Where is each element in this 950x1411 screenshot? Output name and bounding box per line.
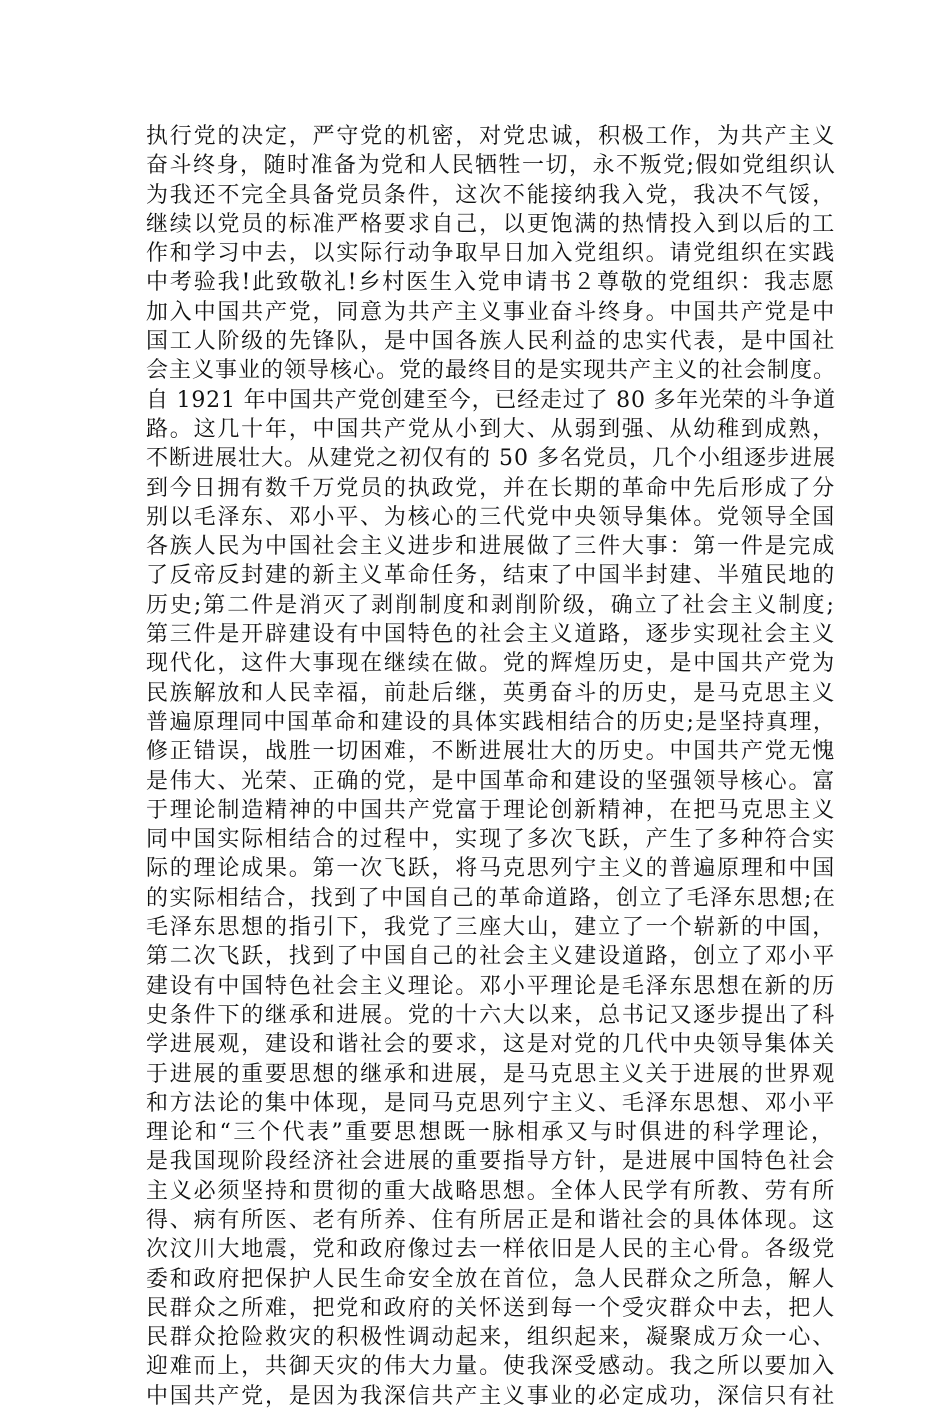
text-line: 了反帝反封建的新主义革命任务，结束了中国半封建、半殖民地的 — [146, 563, 837, 589]
text-line: 路。这几十年，中国共产党从小到大、从弱到强、从幼稚到成熟， — [146, 416, 837, 442]
text-line: 第二次飞跃，找到了中国自己的社会主义建设道路，创立了邓小平 — [146, 944, 837, 970]
text-line: 不断进展壮大。从建党之初仅有的 50 多名党员，几个小组逐步进展 — [146, 446, 836, 472]
text-line: 是我国现阶段经济社会进展的重要指导方针，是进展中国特色社会 — [146, 1149, 837, 1175]
body-text — [146, 122, 836, 1411]
text-line: 作和学习中去，以实际行动争取早日加入党组织。请党组织在实践 — [146, 241, 837, 267]
text-line: 第三件是开辟建设有中国特色的社会主义道路，逐步实现社会主义 — [146, 622, 837, 648]
text-line: 同中国实际相结合的过程中，实现了多次飞跃，产生了多种符合实 — [146, 827, 837, 853]
text-line: 各族人民为中国社会主义进步和进展做了三件大事：第一件是完成 — [146, 534, 837, 560]
text-line: 现代化，这件大事现在继续在做。党的辉煌历史，是中国共产党为 — [146, 651, 837, 677]
text-line: 执行党的决定，严守党的机密，对党忠诚，积极工作，为共产主义 — [146, 124, 837, 149]
text-line: 民群众抢险救灾的积极性调动起来，组织起来，凝聚成万众一心、 — [146, 1325, 837, 1351]
text-line: 的实际相结合，找到了中国自己的革命道路，创立了毛泽东思想;在 — [146, 885, 837, 911]
text-line: 奋斗终身，随时准备为党和人民牺牲一切，永不叛党;假如党组织认 — [146, 153, 837, 179]
text-line: 建设有中国特色社会主义理论。邓小平理论是毛泽东思想在新的历 — [146, 973, 837, 999]
text-line: 民群众之所难，把党和政府的关怀送到每一个受灾群众中去，把人 — [146, 1295, 837, 1321]
text-line: 国工人阶级的先锋队，是中国各族人民利益的忠实代表，是中国社 — [146, 329, 837, 355]
text-line: 中国共产党，是因为我深信共产主义事业的必定成功，深信只有社 — [146, 1383, 837, 1409]
text-line: 自 1921 年中国共产党创建至今，已经走过了 80 多年光荣的斗争道 — [146, 387, 836, 413]
text-line: 得、病有所医、老有所养、住有所居正是和谐社会的具体体现。这 — [146, 1207, 837, 1233]
text-line: 会主义事业的领导核心。党的最终目的是实现共产主义的社会制度。 — [146, 358, 837, 384]
text-line: 别以毛泽东、邓小平、为核心的三代党中央领导集体。党领导全国 — [146, 504, 837, 530]
text-line: 民族解放和人民幸福，前赴后继，英勇奋斗的历史，是马克思主义 — [146, 680, 837, 706]
text-line: 加入中国共产党，同意为共产主义事业奋斗终身。中国共产党是中 — [146, 299, 837, 325]
text-line: 主义必须坚持和贯彻的重大战略思想。全体人民学有所教、劳有所 — [146, 1178, 837, 1204]
text-line: 中考验我!此致敬礼!乡村医生入党申请书２尊敬的党组织：我志愿 — [146, 270, 836, 296]
text-line: 和方法论的集中体现，是同马克思列宁主义、毛泽东思想、邓小平 — [146, 1090, 837, 1116]
text-line: 理论和“三个代表”重要思想既一脉相承又与时俱进的科学理论， — [146, 1120, 836, 1146]
text-line: 为我还不完全具备党员条件，这次不能接纳我入党，我决不气馁， — [146, 182, 837, 208]
text-line: 到今日拥有数千万党员的执政党，并在长期的革命中先后形成了分 — [146, 475, 837, 501]
text-line: 普遍原理同中国革命和建设的具体实践相结合的历史;是坚持真理， — [146, 709, 837, 735]
text-line: 学进展观，建设和谐社会的要求，这是对党的几代中央领导集体关 — [146, 1032, 837, 1058]
text-line: 次汶川大地震，党和政府像过去一样依旧是人民的主心骨。各级党 — [146, 1237, 837, 1263]
text-line: 迎难而上，共御天灾的伟大力量。使我深受感动。我之所以要加入 — [146, 1354, 837, 1380]
text-line: 委和政府把保护人民生命安全放在首位，急人民群众之所急，解人 — [146, 1266, 837, 1292]
text-line: 际的理论成果。第一次飞跃，将马克思列宁主义的普遍原理和中国 — [146, 856, 837, 882]
text-line: 于进展的重要思想的继承和进展，是马克思主义关于进展的世界观 — [146, 1061, 837, 1087]
text-line: 历史;第二件是消灭了剥削制度和剥削阶级，确立了社会主义制度; — [146, 592, 836, 618]
text-line: 毛泽东思想的指引下，我党了三座大山，建立了一个崭新的中国， — [146, 915, 837, 941]
text-line: 继续以党员的标准严格要求自己，以更饱满的热情投入到以后的工 — [146, 211, 837, 237]
text-line: 修正错误，战胜一切困难，不断进展壮大的历史。中国共产党无愧 — [146, 739, 837, 765]
text-line: 是伟大、光荣、正确的党，是中国革命和建设的坚强领导核心。富 — [146, 768, 837, 794]
text-line: 史条件下的继承和进展。党的十六大以来，总书记又逐步提出了科 — [146, 1002, 837, 1028]
text-line: 于理论制造精神的中国共产党富于理论创新精神，在把马克思主义 — [146, 797, 837, 823]
